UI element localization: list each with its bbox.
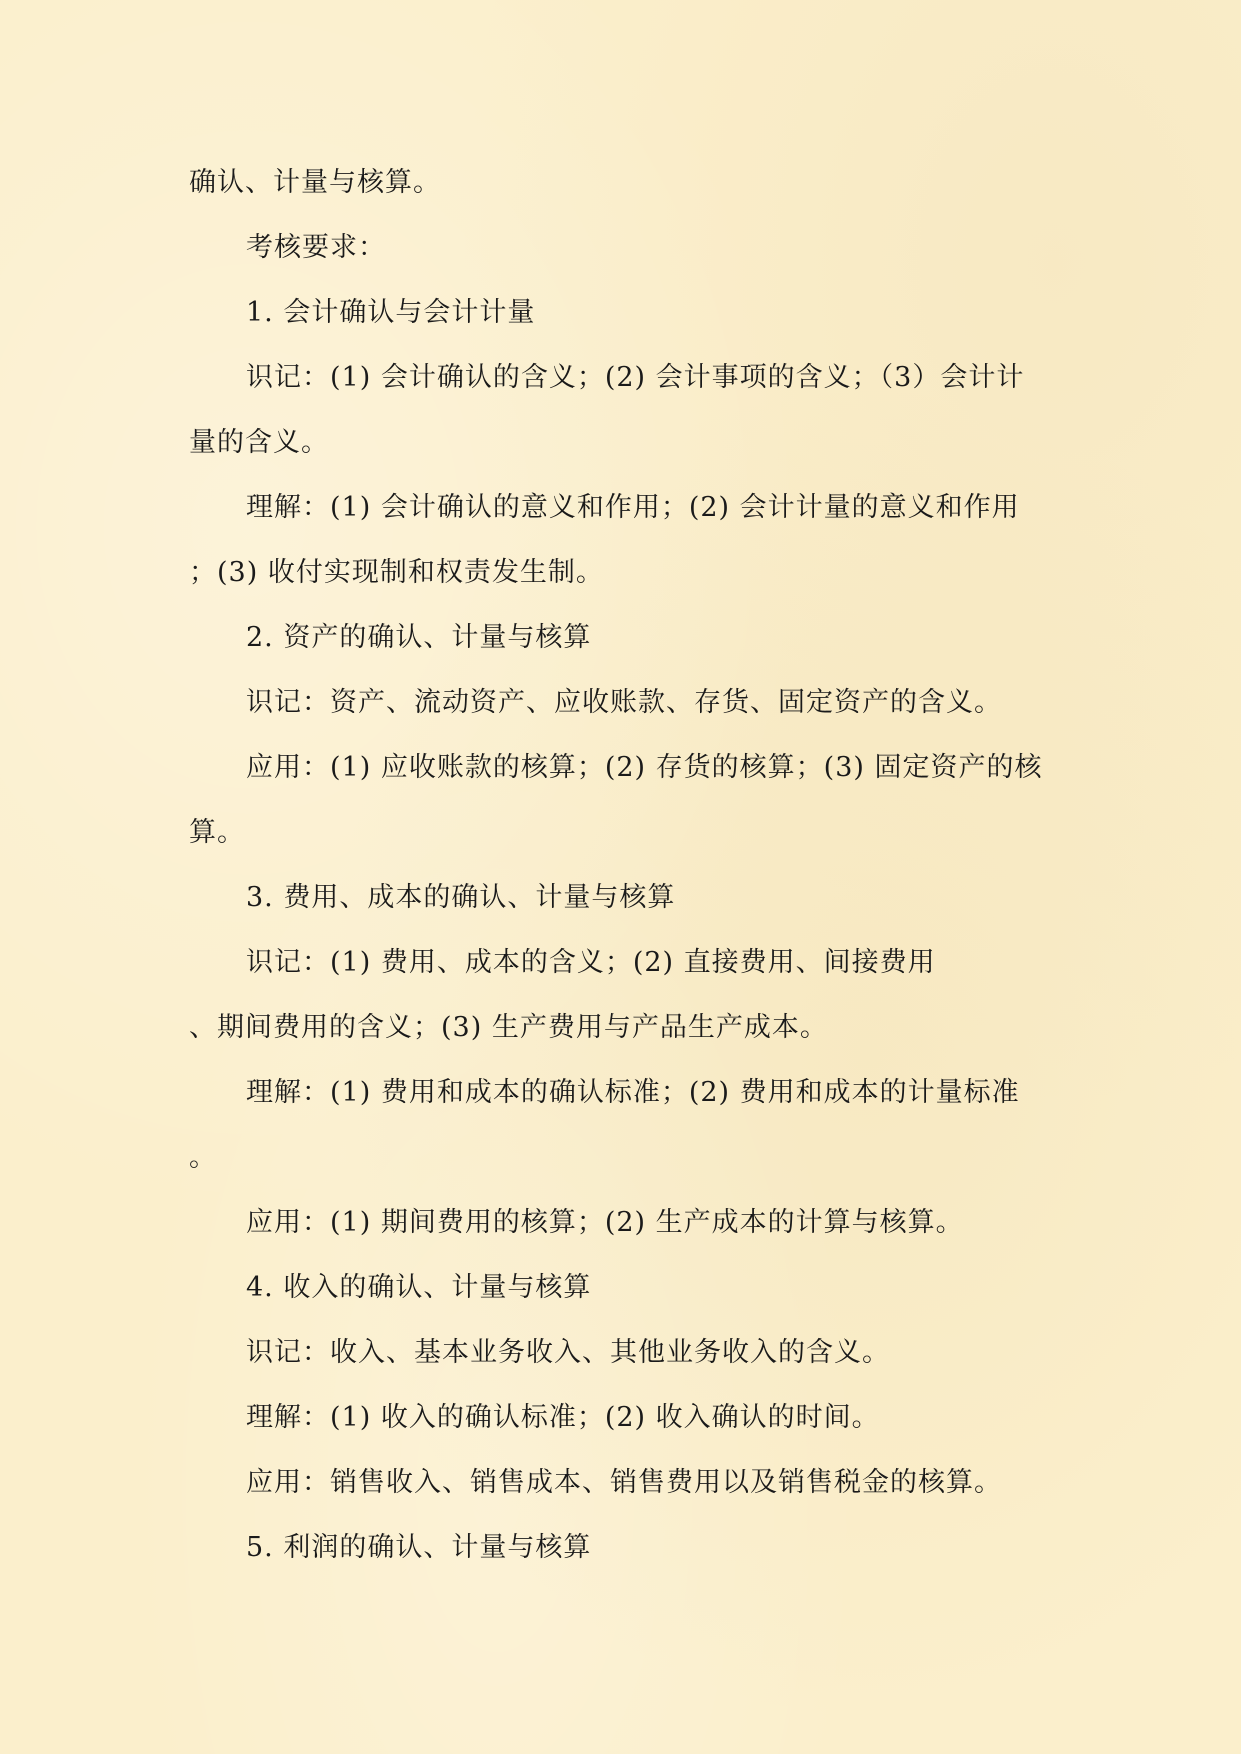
text-line: 确认、计量与核算。 <box>189 167 441 198</box>
text-line: ；(3) 收付实现制和权责发生制。 <box>189 557 604 588</box>
text-line: 、期间费用的含义；(3) 生产费用与产品生产成本。 <box>189 1012 828 1043</box>
text-line: 2. 资产的确认、计量与核算 <box>246 622 592 653</box>
text-line: 理解：(1) 费用和成本的确认标准；(2) 费用和成本的计量标准 <box>246 1077 1020 1108</box>
text-line: 识记：收入、基本业务收入、其他业务收入的含义。 <box>246 1337 890 1368</box>
text-line: 识记：(1) 会计确认的含义；(2) 会计事项的含义；（3）会计计 <box>246 362 1025 393</box>
text-line: 识记：(1) 费用、成本的含义；(2) 直接费用、间接费用 <box>246 947 936 978</box>
text-line: 5. 利润的确认、计量与核算 <box>246 1532 592 1563</box>
text-line: 理解：(1) 收入的确认标准；(2) 收入确认的时间。 <box>246 1402 880 1433</box>
text-line: 算。 <box>189 817 245 848</box>
text-line: 4. 收入的确认、计量与核算 <box>246 1272 592 1303</box>
text-line: 3. 费用、成本的确认、计量与核算 <box>246 882 676 913</box>
text-line: 1. 会计确认与会计计量 <box>246 297 536 328</box>
text-line: 理解：(1) 会计确认的意义和作用；(2) 会计计量的意义和作用 <box>246 492 1020 523</box>
text-line: 量的含义。 <box>189 427 329 458</box>
text-line: 。 <box>189 1142 217 1173</box>
text-line: 应用：(1) 应收账款的核算；(2) 存货的核算；(3) 固定资产的核 <box>246 752 1043 783</box>
text-line: 应用：(1) 期间费用的核算；(2) 生产成本的计算与核算。 <box>246 1207 964 1238</box>
text-line: 考核要求： <box>246 232 386 263</box>
text-line: 应用：销售收入、销售成本、销售费用以及销售税金的核算。 <box>246 1467 1002 1498</box>
text-line: 识记：资产、流动资产、应收账款、存货、固定资产的含义。 <box>246 687 1002 718</box>
